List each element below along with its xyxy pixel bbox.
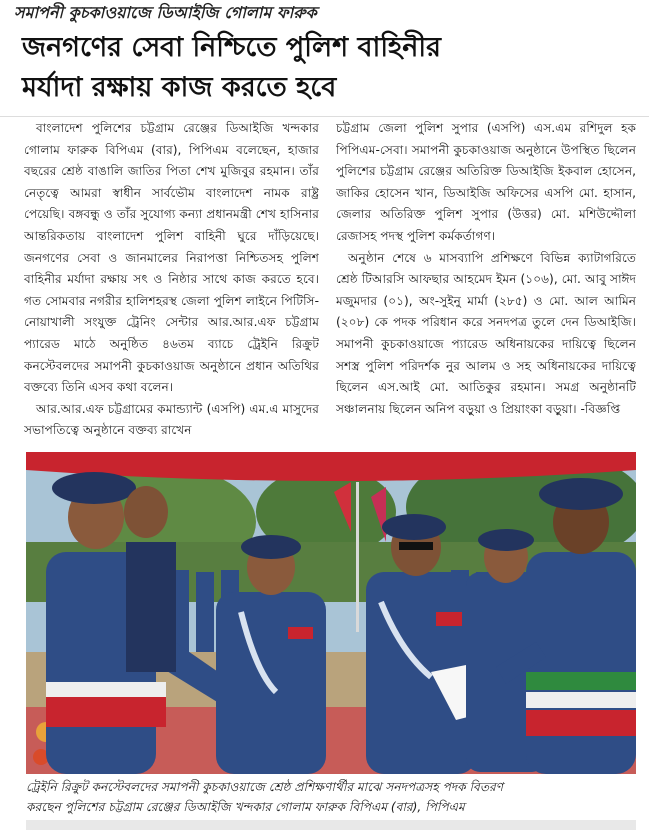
paragraph: অনুষ্ঠান শেষে ৬ মাসব্যাপি প্রশিক্ষণে বিভিন্ন ক্যাটাগরিতে শ্রেষ্ঠ টিআরসি আফছার আহমেদ ইমন (১০৬), মো. আবু সাঈদ মজুমদার (০১), অং-সুইনু মার্মা (২৮৫) ও মো. আল আমিন (২০৮) কে পদক পরিধান করে সনদপত্র তুলে দেন ডিআইজি। সমাপনী কুচকাওয়াজে প্যারেড অধিনায়কের দায়িত্বে ছিলেন সশস্ত্র পুলিশ পরিদর্শক নুর আলম ও সহ অধিনায়কের দায়িত্বে ছিলেন এস.আই মো. আতিকুর রহমান। সমগ্র অনুষ্ঠানটি সঞ্চালনায় ছিলেন অনিপ বড়ুয়া ও প্রিয়াংকা বড়ুয়া। -বিজ্ঞপ্তি <box>336 250 636 416</box>
caption-line-1: ট্রেইনি রিক্রুট কনস্টেবলদের সমাপনী কুচকাওয়াজে শ্রেষ্ঠ প্রশিক্ষণার্থীর মাঝে সনদপত্রসহ পদক বিতরণ <box>26 780 504 794</box>
article-column-right <box>336 118 636 448</box>
paragraph: আর.আর.এফ চট্টগ্রামের কমান্ড্যান্ট (এসপি) এম.এ মাসুদের সভাপতিত্বে অনুষ্ঠানে বক্তব্য রাখেন <box>24 401 319 438</box>
ceremony-photo <box>26 452 636 774</box>
headline-divider <box>0 116 649 117</box>
photo-caption <box>26 777 636 817</box>
article-headline <box>22 28 632 108</box>
article-kicker: সমাপনী কুচকাওয়াজে ডিআইজি গোলাম ফারুক <box>14 3 317 22</box>
footer-strip <box>26 820 636 830</box>
photo-illustration <box>26 452 636 774</box>
caption-line-2: করছেন পুলিশের চট্টগ্রাম রেঞ্জের ডিআইজি খন্দকার গোলাম ফারুক বিপিএম (বার), পিপিএম <box>26 800 465 814</box>
paragraph: বাংলাদেশ পুলিশের চট্টগ্রাম রেঞ্জের ডিআইজি খন্দকার গোলাম ফারুক বিপিএম (বার), পিপিএম বলেছেন, হাজার বছরের শ্রেষ্ঠ বাঙালি জাতির পিতা শেখ মুজিবুর রহমান। তাঁর নেতৃত্বে আমরা স্বাধীন সার্বভৌম বাংলাদেশ নামক রাষ্ট্র পেয়েছি। বঙ্গবন্ধু ও তাঁর সুযোগ্য কন্যা প্রধানমন্ত্রী শেখ হাসিনার আন্তরিকতায় বাংলাদেশ পুলিশ বাহিনী ঘুরে দাঁড়িয়েছে। জনগণের সেবা ও জানমালের নিরাপত্তা নিশ্চিতসহ পুলিশ বাহিনীর মর্যাদা রক্ষায় সৎ ও নিষ্ঠার সাথে কাজ করতে হবে। গত সোমবার নগরীর হালিশহরস্থ জেলা পুলিশ লাইনে পিটিসি-নোয়াখালী সংযুক্ত ট্রেনিং সেন্টার আর.আর.এফ চট্টগ্রাম প্যারেড মাঠে অনুষ্ঠিত ৪৬তম ব্যাচে ট্রেইনি রিক্রুট কনস্টেবলদের সমাপনী কুচকাওয়াজ অনুষ্ঠানে প্রধান অতিথির বক্তব্যে তিনি এসব কথা বলেন। <box>24 121 319 395</box>
headline-line-2: মর্যাদা রক্ষায় কাজ করতে হবে <box>22 72 337 103</box>
paragraph: চট্টগ্রাম জেলা পুলিশ সুপার (এসপি) এস.এম রশিদুল হক পিপিএম-সেবা। সমাপনী কুচকাওয়াজ অনুষ্ঠানে উপস্থিত ছিলেন পুলিশের চট্টগ্রাম রেঞ্জের অতিরিক্ত ডিআইজি ইকবাল হোসেন, জাকির হোসেন খান, ডিআইজি অফিসের এসপি মো. হাসান, জেলার অতিরিক্ত পুলিশ সুপার (উত্তর) মো. মশিউদ্দৌলা রেজাসহ পদস্থ পুলিশ কর্মকর্তাগণ। <box>336 121 636 243</box>
headline-line-1: জনগণের সেবা নিশ্চিতে পুলিশ বাহিনীর <box>22 32 441 63</box>
article-column-left <box>24 118 319 448</box>
